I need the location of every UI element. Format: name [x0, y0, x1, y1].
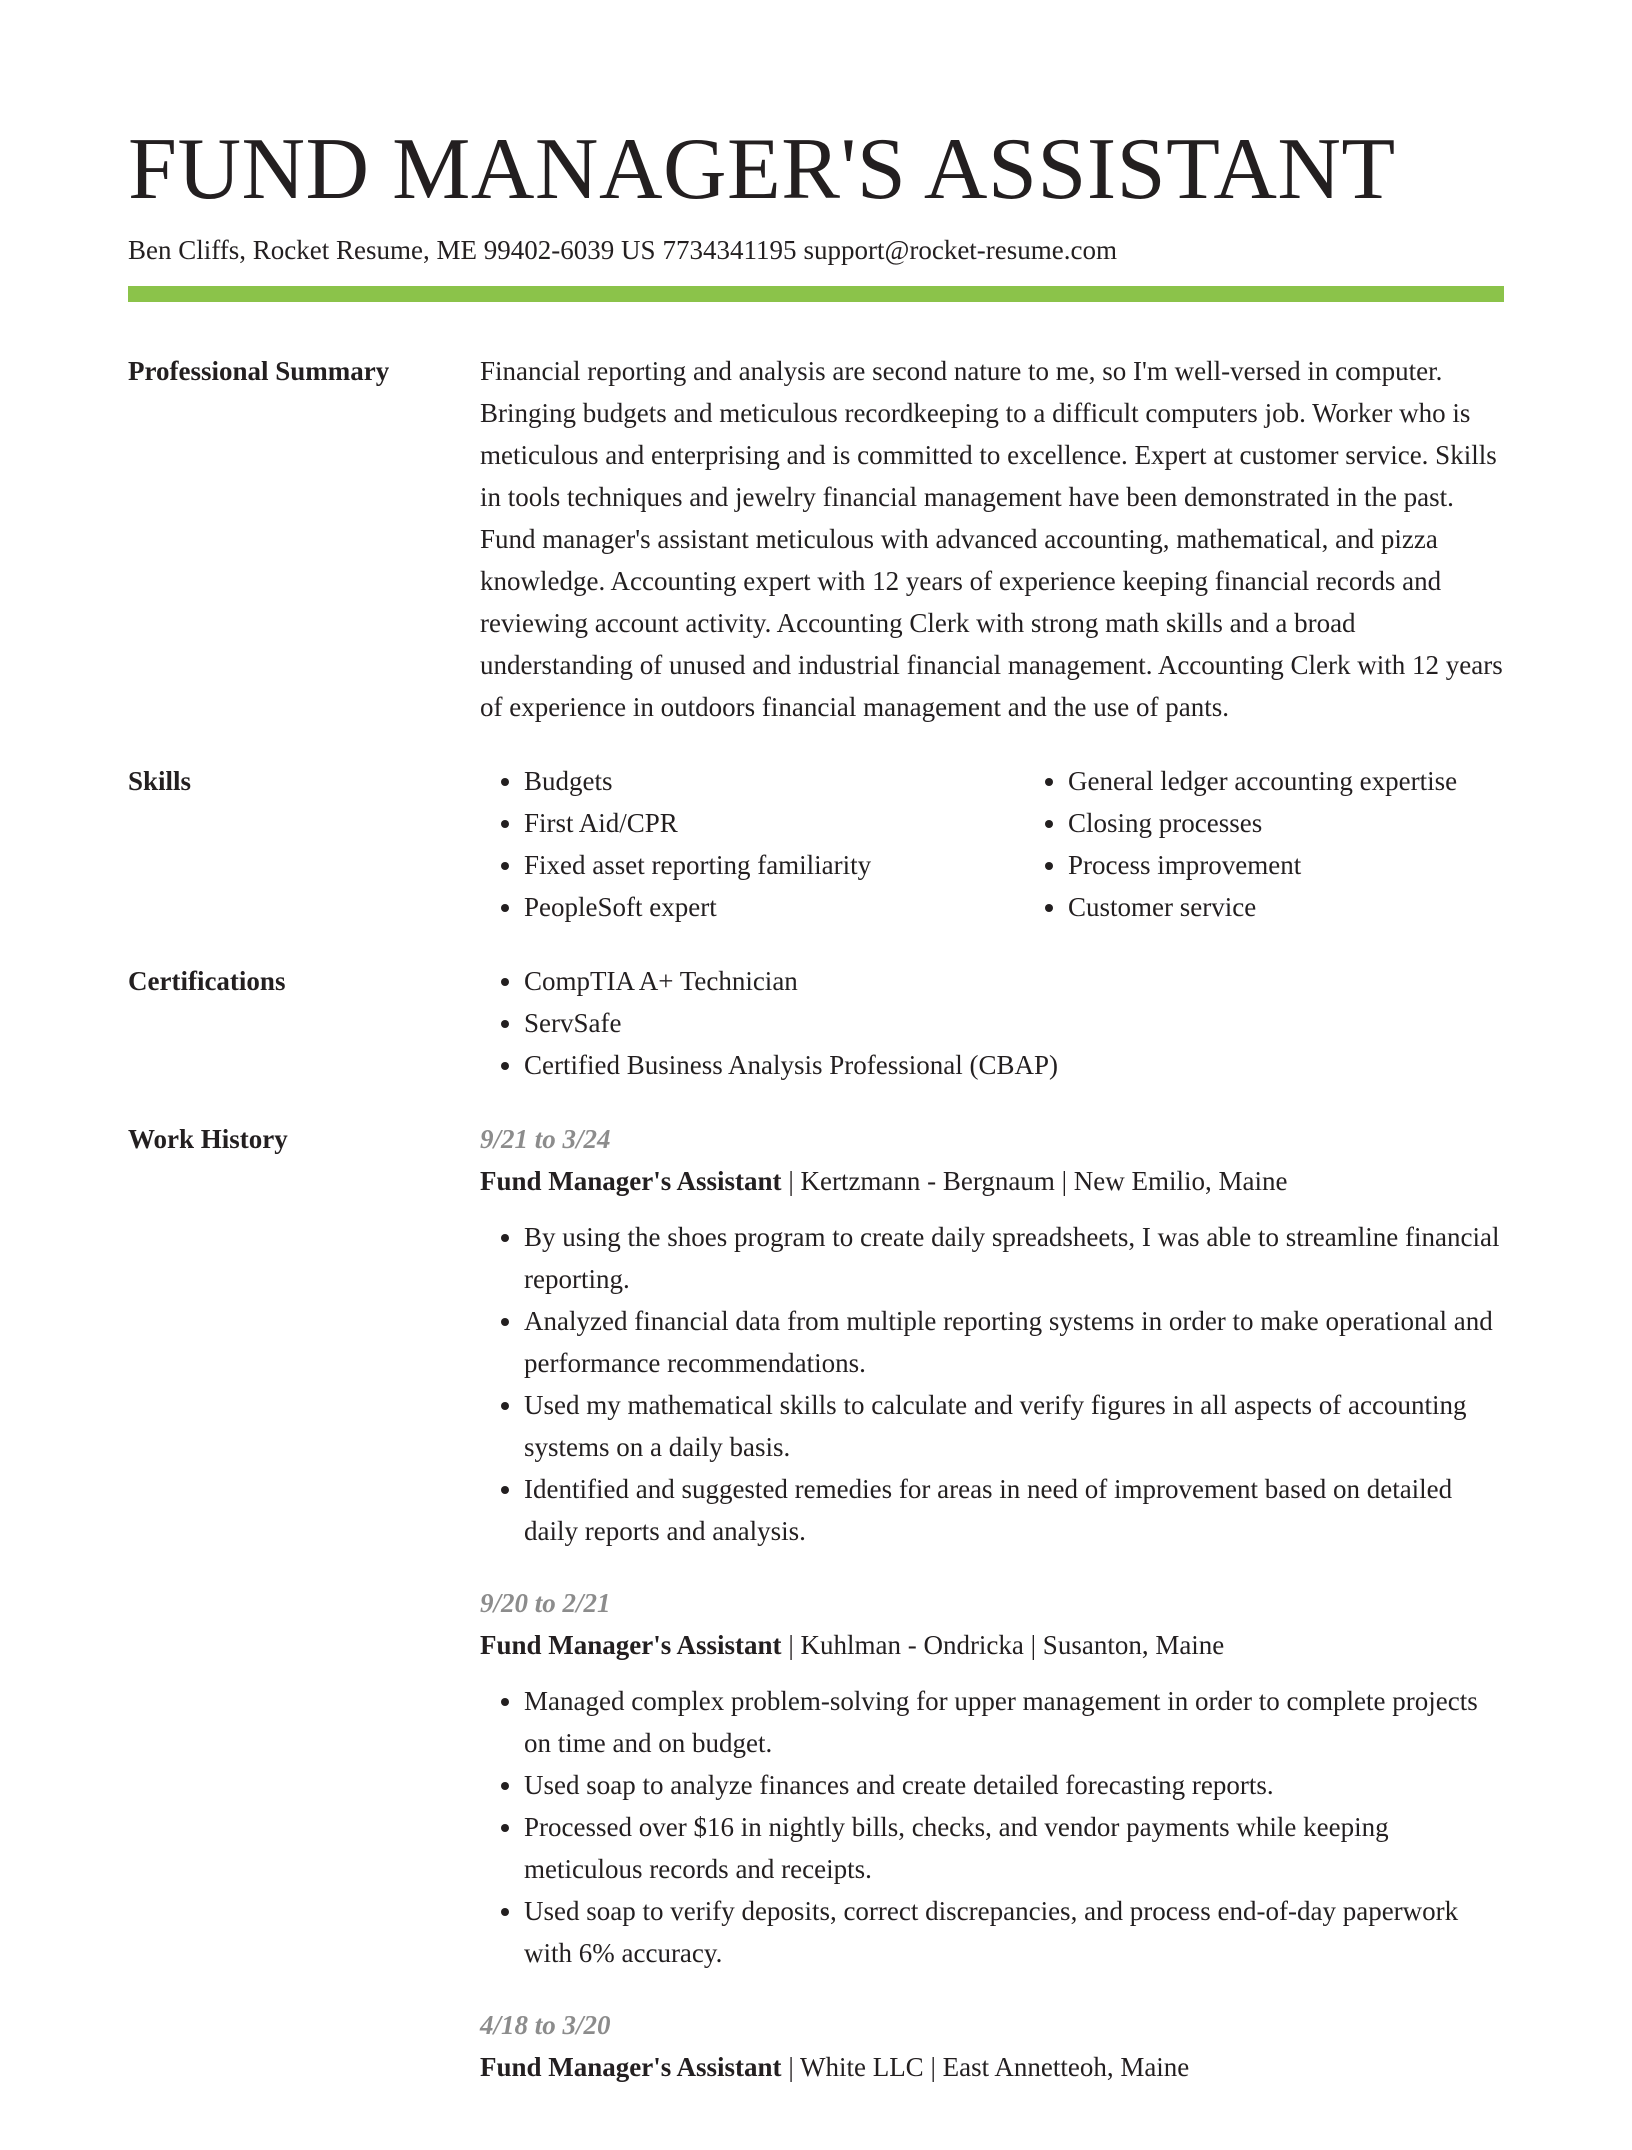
- work-history-section: [128, 1118, 1504, 2118]
- job-bullet: • By using the shoes program to create daily spreadsheets, I was able to streamline financial reporting.: [524, 1216, 1504, 1300]
- job-bullet: • Managed complex problem-solving for upper management in order to complete projects on time and on budget.: [524, 1680, 1504, 1764]
- contact-line: [128, 230, 1117, 270]
- job-entry: [480, 2004, 1504, 2088]
- job-entry: [480, 1582, 1504, 1974]
- job-heading: [480, 1160, 1504, 1202]
- skills-list-right: [1028, 760, 1588, 928]
- job-bullet: • Used my mathematical skills to calculate and verify figures in all aspects of accounting systems on a daily basis.: [524, 1384, 1504, 1468]
- job-dates: 4/18 to 3/20: [480, 2010, 611, 2040]
- job-heading: [480, 2046, 1504, 2088]
- skill-item: • First Aid/CPR: [524, 802, 1028, 844]
- skill-item: • Closing processes: [1068, 802, 1588, 844]
- skill-item: • Customer service: [1068, 886, 1588, 928]
- certification-item: • CompTIA A+ Technician: [524, 960, 1504, 1002]
- job-entry: [480, 1118, 1504, 1552]
- resume-title: FUND MANAGER'S ASSISTANT: [128, 121, 1396, 218]
- summary-section: [128, 350, 1504, 728]
- certifications-list: [480, 960, 1504, 1086]
- job-bullets: [480, 1680, 1504, 1974]
- skills-section: [128, 760, 1504, 928]
- job-bullet: • Used soap to analyze finances and create detailed forecasting reports.: [524, 1764, 1504, 1806]
- skill-item: • Fixed asset reporting familiarity: [524, 844, 1028, 886]
- certification-item: • ServSafe: [524, 1002, 1504, 1044]
- section-heading: Professional Summary: [128, 356, 390, 386]
- job-dates: 9/20 to 2/21: [480, 1588, 611, 1618]
- contact-email: support@rocket-resume.com: [803, 235, 1118, 265]
- job-details: | White LLC | East Annetteoh, Maine: [788, 2052, 1190, 2082]
- skills-list-left: [480, 760, 1028, 928]
- certifications-body: [480, 960, 1504, 1086]
- work-history-body: [480, 1118, 1504, 2118]
- skill-item: • Process improvement: [1068, 844, 1588, 886]
- job-bullet: • Processed over $16 in nightly bills, checks, and vendor payments while keeping meticulous records and receipts.: [524, 1806, 1504, 1890]
- skill-item: • General ledger accounting expertise: [1068, 760, 1588, 802]
- certification-item: • Certified Business Analysis Professional (CBAP): [524, 1044, 1504, 1086]
- contact-address: Ben Cliffs, Rocket Resume, ME 99402-6039 US: [128, 235, 656, 265]
- summary-body: [480, 350, 1504, 728]
- skill-item: • PeopleSoft expert: [524, 886, 1028, 928]
- job-bullet: • Identified and suggested remedies for areas in need of improvement based on detailed daily reports and analysis.: [524, 1468, 1504, 1552]
- accent-divider: [128, 286, 1504, 302]
- job-bullet: • Used soap to verify deposits, correct discrepancies, and process end-of-day paperwork with 6% accuracy.: [524, 1890, 1504, 1974]
- section-heading: Skills: [128, 766, 192, 796]
- skill-item: • Budgets: [524, 760, 1028, 802]
- skills-body: [480, 760, 1504, 928]
- contact-phone: 7734341195: [662, 235, 797, 265]
- job-title: Fund Manager's Assistant: [480, 1630, 782, 1660]
- job-details: | Kuhlman - Ondricka | Susanton, Maine: [788, 1630, 1225, 1660]
- job-dates: 9/21 to 3/24: [480, 1124, 611, 1154]
- certifications-section: [128, 960, 1504, 1086]
- section-heading: Certifications: [128, 966, 286, 996]
- job-title: Fund Manager's Assistant: [480, 1166, 782, 1196]
- resume-content: [128, 350, 1504, 2150]
- job-heading: [480, 1624, 1504, 1666]
- job-title: Fund Manager's Assistant: [480, 2052, 782, 2082]
- job-bullet: • Analyzed financial data from multiple reporting systems in order to make operational and performance recommendations.: [524, 1300, 1504, 1384]
- job-bullets: [480, 1216, 1504, 1552]
- job-details: | Kertzmann - Bergnaum | New Emilio, Maine: [788, 1166, 1288, 1196]
- summary-text: Financial reporting and analysis are second nature to me, so I'm well-versed in computer. Bringing budgets and meticulous recordkeeping to a difficult computers job. Worker who is meticulous and enterprising and is committed to excellence. Expert at customer service. Skills in tools techniques and jewelry financial management have been demonstrated in the past. Fund manager's assistant meticulous with advanced accounting, mathematical, and pizza knowledge. Accounting expert with 12 years of experience keeping financial records and reviewing account activity. Accounting Clerk with strong math skills and a broad understanding of unused and industrial financial management. Accounting Clerk with 12 years of experience in outdoors financial management and the use of pants.: [480, 356, 1503, 722]
- section-heading: Work History: [128, 1124, 288, 1154]
